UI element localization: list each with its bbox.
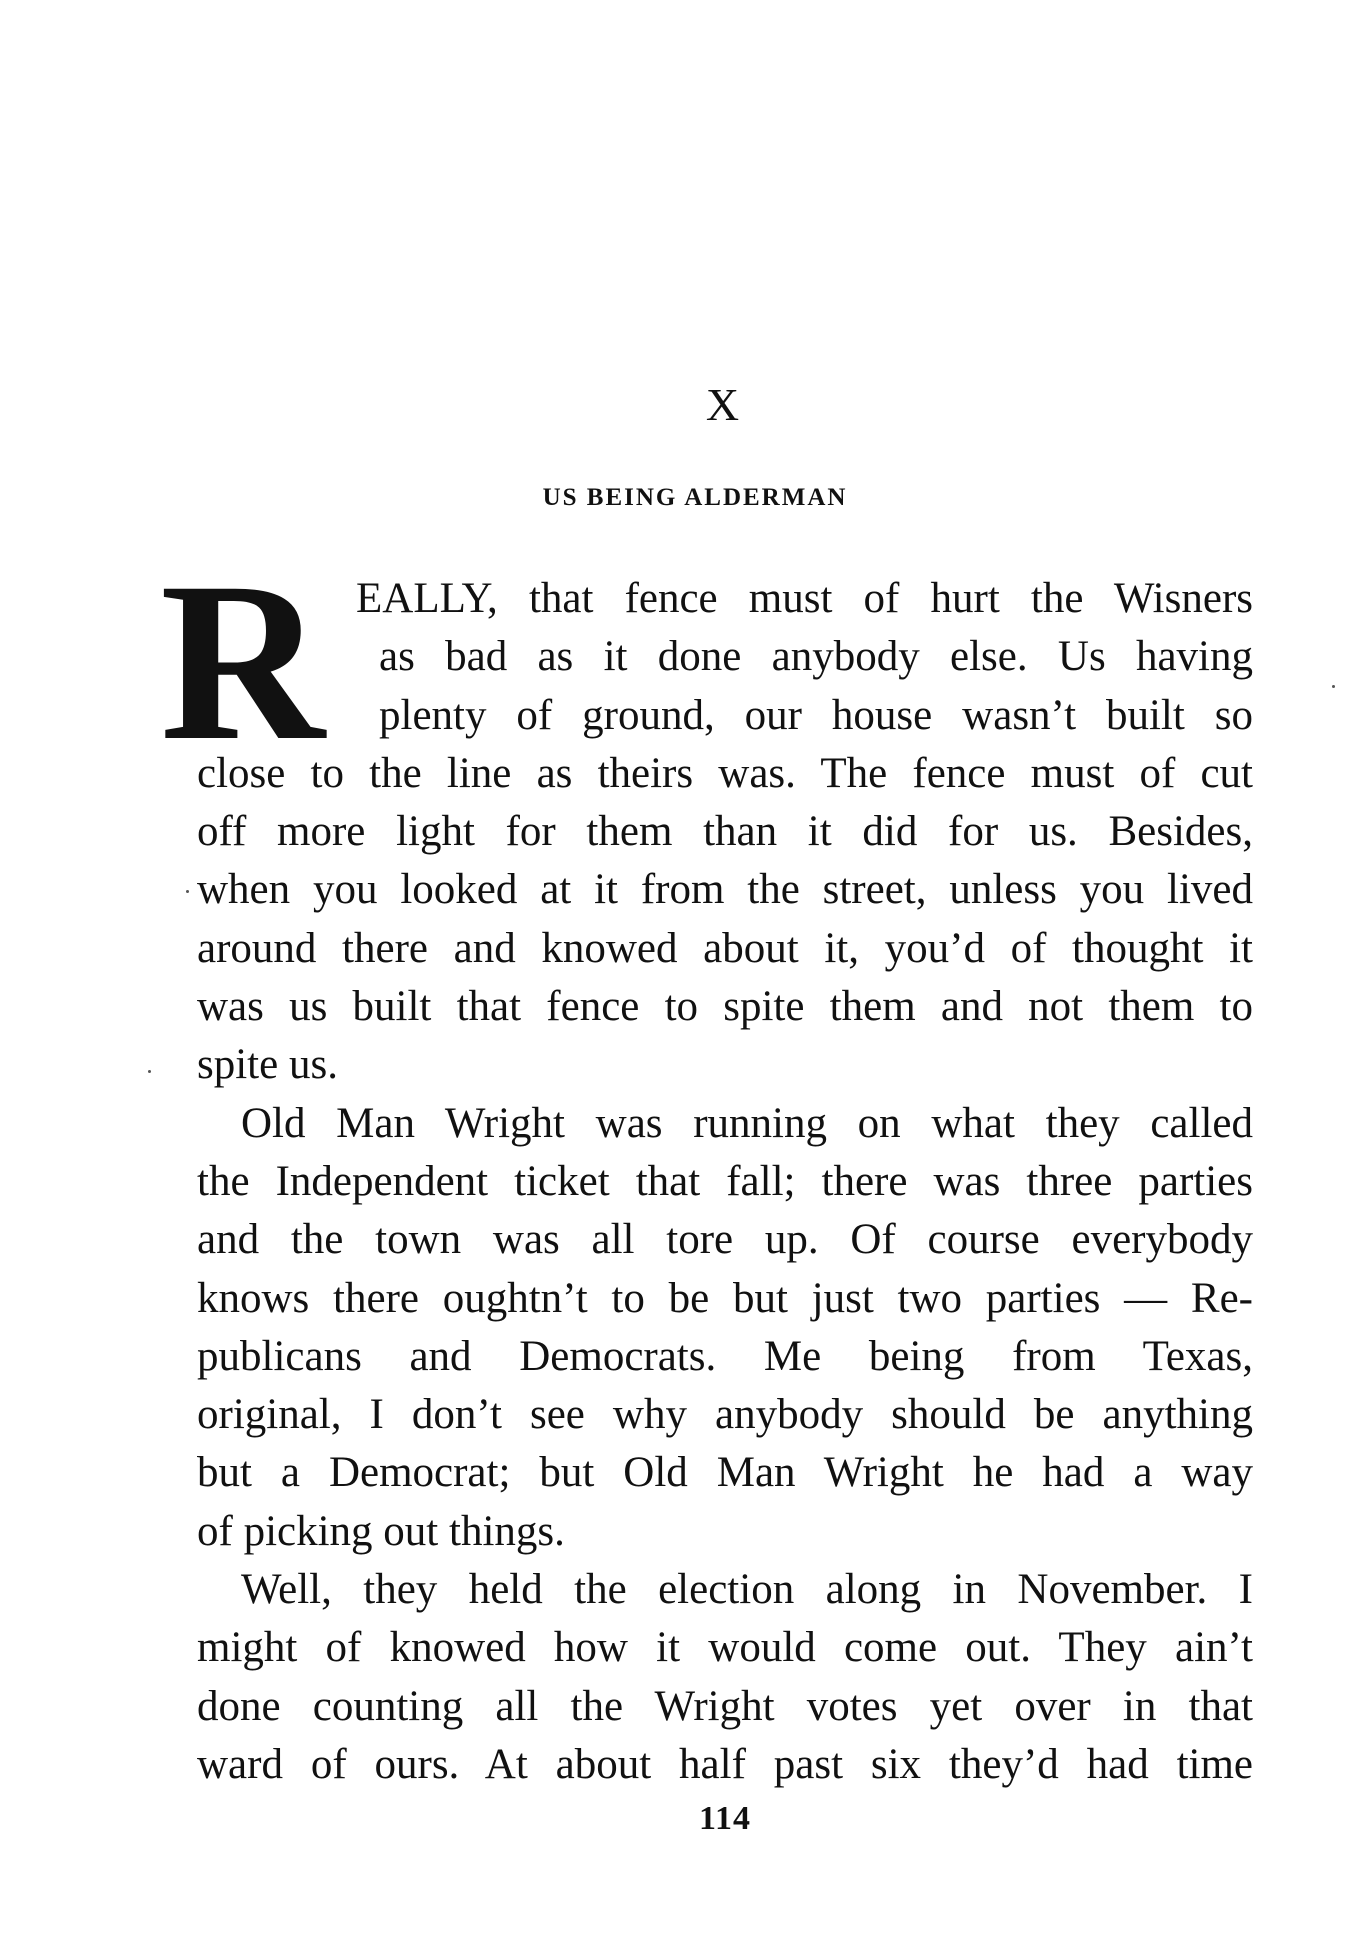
text-line: original, I don’t see why anybody should be anything	[197, 1391, 1253, 1439]
text-line: Old Man Wright was running on what they called	[241, 1099, 1253, 1147]
text-line: the Independent ticket that fall; there was three parties	[197, 1157, 1253, 1205]
page-number: 114	[698, 1800, 752, 1837]
text-line: off more light for them than it did for us. Besides,	[197, 808, 1253, 856]
text-line: publicans and Democrats. Me being from Texas,	[197, 1332, 1253, 1380]
drop-cap: R	[160, 536, 325, 788]
text-line: done counting all the Wright votes yet over in that	[197, 1682, 1253, 1730]
body-text	[197, 570, 1253, 1794]
text-line: knows there oughtn’t to be but just two parties — Re-	[197, 1274, 1253, 1322]
scan-speck	[186, 890, 189, 893]
text-line: Well, they held the election along in November. I	[241, 1566, 1253, 1614]
text-line: might of knowed how it would come out. They ain’t	[197, 1624, 1253, 1672]
text-line: EALLY, that fence must of hurt the Wisners	[356, 575, 1253, 622]
text-line: and the town was all tore up. Of course everybody	[197, 1216, 1253, 1264]
text-line: around there and knowed about it, you’d of thought it	[197, 924, 1253, 972]
scan-speck	[148, 1070, 151, 1073]
text-line: was us built that fence to spite them and not them to	[197, 983, 1253, 1031]
text-line: when you looked at it from the street, unless you lived	[197, 866, 1253, 914]
text-line: close to the line as theirs was. The fence must of cut	[197, 749, 1253, 797]
scan-speck	[1332, 685, 1335, 688]
text-line: spite us.	[197, 1041, 338, 1089]
text-line: of picking out things.	[197, 1507, 565, 1555]
text-line: ward of ours. At about half past six they’d had time	[197, 1740, 1253, 1788]
text-line: plenty of ground, our house wasn’t built so	[379, 691, 1253, 739]
text-line: as bad as it done anybody else. Us having	[379, 633, 1253, 681]
text-line: but a Democrat; but Old Man Wright he had a way	[197, 1449, 1253, 1497]
chapter-number: X	[705, 379, 740, 430]
chapter-title: US BEING ALDERMAN	[542, 484, 848, 511]
